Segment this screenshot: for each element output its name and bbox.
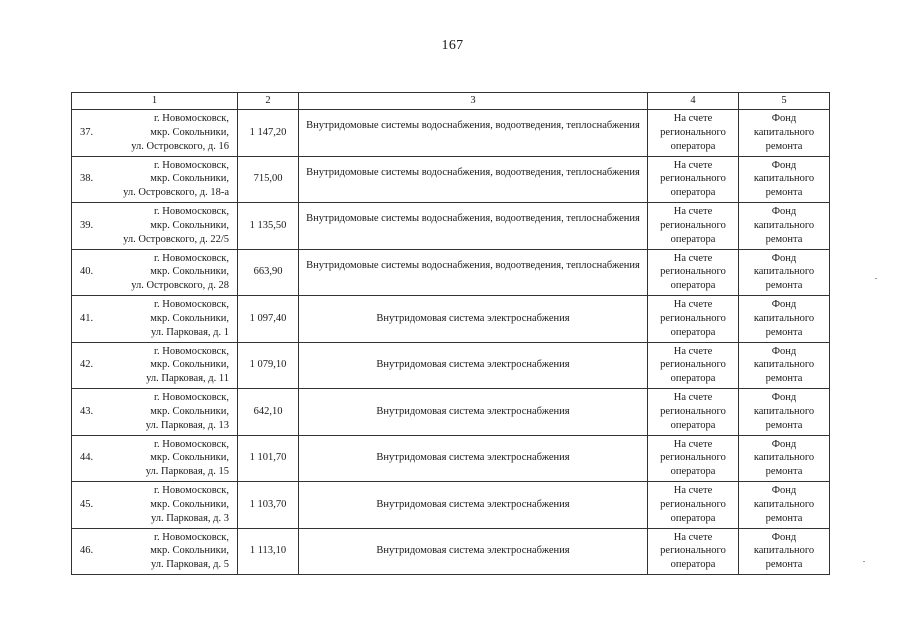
table-row: [72, 110, 830, 157]
address-line: г. Новомосковск,: [153, 392, 229, 404]
scan-artifact: [863, 561, 865, 562]
address-line: мкр. Сокольники,: [150, 545, 229, 557]
account-line: На счете: [673, 159, 713, 171]
account-line: На счете: [673, 392, 713, 404]
fund-line: Фонд: [771, 113, 797, 125]
address-cell: [72, 528, 238, 575]
account-line: регионального: [660, 312, 726, 324]
fund-cell: [739, 435, 830, 482]
fund-line: капитального: [753, 452, 815, 464]
address-line: мкр. Сокольники,: [150, 173, 229, 185]
address: [72, 205, 237, 246]
account-line: На счете: [673, 252, 713, 264]
fund-cell: [739, 528, 830, 575]
account-line: регионального: [660, 266, 726, 278]
address-line: ул. Парковая, д. 15: [145, 466, 229, 478]
area-cell: 642,10: [238, 389, 299, 436]
address-cell: [72, 482, 238, 529]
fund-line: ремонта: [765, 187, 803, 199]
account-line: оператора: [670, 512, 716, 524]
address-line: мкр. Сокольники,: [150, 359, 229, 371]
account-line: оператора: [670, 559, 716, 571]
fund-line: ремонта: [765, 373, 803, 385]
systems-cell: Внутридомовая система электроснабжения: [299, 389, 648, 436]
systems-cell: Внутридомовые системы водоснабжения, водоотведения, теплоснабжения: [299, 249, 648, 296]
account-cell: [648, 342, 739, 389]
address-line: мкр. Сокольники,: [150, 126, 229, 138]
row-number: 43.: [80, 405, 94, 417]
account-cell: [648, 203, 739, 250]
account-line: регионального: [660, 498, 726, 510]
fund-line: капитального: [753, 545, 815, 557]
table-row: [72, 249, 830, 296]
address-line: мкр. Сокольники,: [150, 452, 229, 464]
row-number: 39.: [80, 219, 94, 231]
fund-line: Фонд: [771, 485, 797, 497]
table-row: [72, 482, 830, 529]
address-cell: [72, 296, 238, 343]
account-line: регионального: [660, 452, 726, 464]
account-line: оператора: [670, 187, 716, 199]
account-line: На счете: [673, 299, 713, 311]
address-cell: [72, 249, 238, 296]
table-row: [72, 342, 830, 389]
column-header-3: 3: [299, 93, 648, 110]
account-line: оператора: [670, 466, 716, 478]
row-number: 44.: [80, 452, 94, 464]
fund-cell: [739, 203, 830, 250]
fund-line: ремонта: [765, 140, 803, 152]
fund-cell: [739, 342, 830, 389]
column-header-1: 1: [72, 93, 238, 110]
address-cell: [72, 435, 238, 482]
address-cell: [72, 156, 238, 203]
address-line: мкр. Сокольники,: [150, 498, 229, 510]
address-line: г. Новомосковск,: [153, 206, 229, 218]
fund-line: Фонд: [771, 345, 797, 357]
fund-line: капитального: [753, 405, 815, 417]
address-line: ул. Островского, д. 22/5: [123, 233, 229, 245]
account-cell: [648, 482, 739, 529]
fund-line: ремонта: [765, 466, 803, 478]
fund-line: капитального: [753, 266, 815, 278]
fund-line: ремонта: [765, 419, 803, 431]
systems-cell: Внутридомовые системы водоснабжения, водоотведения, теплоснабжения: [299, 156, 648, 203]
fund-line: ремонта: [765, 280, 803, 292]
address-line: г. Новомосковск,: [153, 485, 229, 497]
area-cell: 663,90: [238, 249, 299, 296]
address-line: г. Новомосковск,: [153, 252, 229, 264]
fund-line: капитального: [753, 219, 815, 231]
area-cell: 1 101,70: [238, 435, 299, 482]
scan-artifact: [875, 278, 877, 279]
account-line: регионального: [660, 219, 726, 231]
account-line: оператора: [670, 140, 716, 152]
account-line: регионального: [660, 545, 726, 557]
address-line: ул. Парковая, д. 11: [146, 373, 229, 385]
fund-cell: [739, 389, 830, 436]
fund-line: капитального: [753, 126, 815, 138]
account-line: регионального: [660, 359, 726, 371]
account-line: регионального: [660, 173, 726, 185]
address: [72, 391, 237, 432]
fund-cell: [739, 249, 830, 296]
table-row: [72, 296, 830, 343]
area-cell: 1 113,10: [238, 528, 299, 575]
address: [72, 438, 237, 479]
area-cell: 1 135,50: [238, 203, 299, 250]
table-row: [72, 528, 830, 575]
systems-cell: Внутридомовые системы водоснабжения, водоотведения, теплоснабжения: [299, 203, 648, 250]
account-line: оператора: [670, 326, 716, 338]
area-cell: 715,00: [238, 156, 299, 203]
systems-cell: Внутридомовые системы водоснабжения, водоотведения, теплоснабжения: [299, 110, 648, 157]
account-line: оператора: [670, 233, 716, 245]
account-line: оператора: [670, 280, 716, 292]
area-cell: 1 103,70: [238, 482, 299, 529]
column-header-4: 4: [648, 93, 739, 110]
address-line: мкр. Сокольники,: [150, 266, 229, 278]
fund-line: Фонд: [771, 392, 797, 404]
systems-cell: Внутридомовая система электроснабжения: [299, 528, 648, 575]
fund-line: Фонд: [771, 531, 797, 543]
fund-line: ремонта: [765, 512, 803, 524]
account-cell: [648, 110, 739, 157]
fund-line: Фонд: [771, 252, 797, 264]
account-line: регионального: [660, 126, 726, 138]
address: [72, 531, 237, 572]
area-cell: 1 079,10: [238, 342, 299, 389]
fund-line: Фонд: [771, 159, 797, 171]
row-number: 37.: [80, 126, 94, 138]
address-line: г. Новомосковск,: [153, 159, 229, 171]
address: [72, 345, 237, 386]
address-cell: [72, 342, 238, 389]
address-line: ул. Островского, д. 16: [131, 140, 229, 152]
address: [72, 484, 237, 525]
address-line: мкр. Сокольники,: [150, 405, 229, 417]
page-number: 167: [441, 38, 464, 53]
header-row: [72, 93, 830, 110]
address-line: г. Новомосковск,: [153, 299, 229, 311]
systems-cell: Внутридомовая система электроснабжения: [299, 296, 648, 343]
account-cell: [648, 435, 739, 482]
area-cell: 1 097,40: [238, 296, 299, 343]
account-cell: [648, 296, 739, 343]
address: [72, 298, 237, 339]
row-number: 38.: [80, 173, 94, 185]
account-cell: [648, 389, 739, 436]
account-line: оператора: [670, 419, 716, 431]
fund-line: Фонд: [771, 206, 797, 218]
fund-line: капитального: [753, 359, 815, 371]
address-cell: [72, 203, 238, 250]
address-line: ул. Парковая, д. 3: [151, 512, 229, 524]
row-number: 45.: [80, 498, 94, 510]
area-cell: 1 147,20: [238, 110, 299, 157]
account-line: регионального: [660, 405, 726, 417]
address-line: ул. Островского, д. 18-а: [123, 187, 229, 199]
account-cell: [648, 156, 739, 203]
address-line: мкр. Сокольники,: [150, 312, 229, 324]
registry-table: [71, 92, 830, 575]
table-row: [72, 389, 830, 436]
systems-cell: Внутридомовая система электроснабжения: [299, 342, 648, 389]
fund-line: ремонта: [765, 326, 803, 338]
fund-line: капитального: [753, 312, 815, 324]
address-line: мкр. Сокольники,: [150, 219, 229, 231]
address-line: г. Новомосковск,: [153, 345, 229, 357]
table-row: [72, 435, 830, 482]
address-cell: [72, 389, 238, 436]
address-line: г. Новомосковск,: [153, 531, 229, 543]
row-number: 40.: [80, 266, 94, 278]
address-line: г. Новомосковск,: [153, 113, 229, 125]
account-line: На счете: [673, 113, 713, 125]
row-number: 42.: [80, 359, 94, 371]
row-number: 41.: [80, 312, 94, 324]
table-row: [72, 203, 830, 250]
account-cell: [648, 249, 739, 296]
address-cell: [72, 110, 238, 157]
fund-line: капитального: [753, 498, 815, 510]
address-line: г. Новомосковск,: [153, 438, 229, 450]
address-line: ул. Парковая, д. 1: [151, 326, 229, 338]
address-line: ул. Парковая, д. 13: [145, 419, 229, 431]
fund-cell: [739, 110, 830, 157]
address: [72, 112, 237, 153]
address: [72, 159, 237, 200]
fund-cell: [739, 296, 830, 343]
fund-line: капитального: [753, 173, 815, 185]
fund-cell: [739, 156, 830, 203]
account-line: На счете: [673, 531, 713, 543]
systems-cell: Внутридомовая система электроснабжения: [299, 482, 648, 529]
account-line: На счете: [673, 485, 713, 497]
fund-cell: [739, 482, 830, 529]
account-line: На счете: [673, 438, 713, 450]
column-header-2: 2: [238, 93, 299, 110]
account-line: оператора: [670, 373, 716, 385]
account-line: На счете: [673, 206, 713, 218]
address-line: ул. Островского, д. 28: [131, 280, 229, 292]
table-row: [72, 156, 830, 203]
account-line: На счете: [673, 345, 713, 357]
account-cell: [648, 528, 739, 575]
table-body: [72, 110, 830, 575]
column-header-5: 5: [739, 93, 830, 110]
address-line: ул. Парковая, д. 5: [151, 559, 229, 571]
fund-line: Фонд: [771, 438, 797, 450]
systems-cell: Внутридомовая система электроснабжения: [299, 435, 648, 482]
fund-line: ремонта: [765, 233, 803, 245]
row-number: 46.: [80, 545, 94, 557]
address: [72, 252, 237, 293]
fund-line: ремонта: [765, 559, 803, 571]
fund-line: Фонд: [771, 299, 797, 311]
